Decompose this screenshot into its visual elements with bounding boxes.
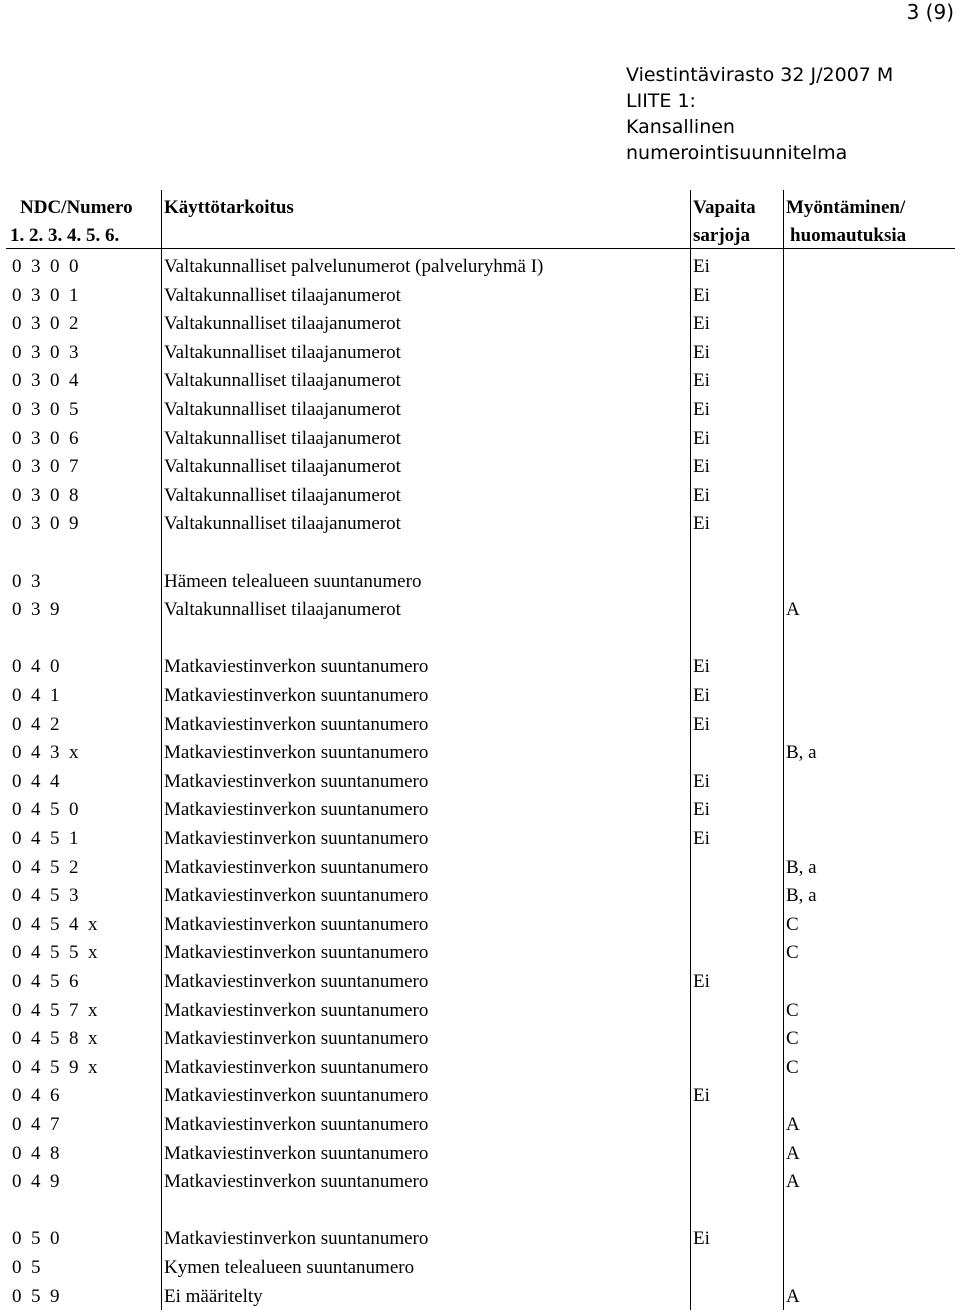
usage-cell: Valtakunnalliset palvelunumerot (palveluryhmä I) (164, 256, 544, 277)
table-row (0, 1111, 960, 1139)
usage-cell: Matkaviestinverkon suuntanumero (164, 770, 429, 792)
header-title-1: Kansallinen (626, 116, 735, 138)
ndc-cell: 0 4 5 4 x (12, 913, 98, 935)
usage-cell: Matkaviestinverkon suuntanumero (164, 1114, 429, 1135)
free-series-cell: Ei (693, 799, 710, 821)
ndc-cell: 0 4 8 (12, 1142, 60, 1164)
free-series-cell: Ei (693, 513, 710, 535)
usage-cell: Kymen telealueen suuntanumero (164, 1257, 415, 1278)
ndc-cell: 0 4 4 (12, 770, 60, 792)
table-row (0, 1197, 960, 1225)
ndc-cell: 0 3 0 8 (12, 484, 79, 506)
table-row (0, 768, 960, 796)
usage-cell: Matkaviestinverkon suuntanumero (164, 856, 429, 878)
usage-cell: Matkaviestinverkon suuntanumero (164, 685, 429, 706)
table-row (0, 425, 960, 453)
ndc-cell: 0 4 1 (12, 685, 60, 706)
table-row (0, 396, 960, 424)
usage-cell: Valtakunnalliset tilaajanumerot (164, 370, 401, 392)
document-header (626, 62, 893, 166)
grant-cell: A (786, 1285, 800, 1307)
usage-cell: Matkaviestinverkon suuntanumero (164, 913, 429, 935)
table-row (0, 282, 960, 310)
table-row (0, 510, 960, 538)
ndc-cell: 0 4 5 7 x (12, 999, 98, 1021)
grant-cell: A (786, 599, 800, 621)
usage-cell: Matkaviestinverkon suuntanumero (164, 799, 429, 821)
free-series-cell: Ei (693, 256, 710, 277)
ndc-cell: 0 3 0 9 (12, 513, 79, 535)
header-rule (6, 248, 955, 249)
usage-cell: Valtakunnalliset tilaajanumerot (164, 513, 401, 535)
usage-cell: Matkaviestinverkon suuntanumero (164, 885, 429, 907)
usage-cell: Matkaviestinverkon suuntanumero (164, 1171, 429, 1193)
ndc-cell: 0 4 5 0 (12, 799, 79, 821)
usage-cell: Valtakunnalliset tilaajanumerot (164, 456, 401, 478)
table-row (0, 854, 960, 882)
table-row (0, 796, 960, 824)
usage-cell: Valtakunnalliset tilaajanumerot (164, 284, 401, 306)
usage-cell: Valtakunnalliset tilaajanumerot (164, 313, 401, 335)
free-series-cell: Ei (693, 399, 710, 420)
free-series-cell: Ei (693, 1228, 710, 1250)
table-row (0, 339, 960, 367)
table-row (0, 625, 960, 653)
ndc-cell: 0 3 9 (12, 599, 60, 621)
ndc-cell: 0 5 (12, 1257, 41, 1278)
usage-cell: Matkaviestinverkon suuntanumero (164, 828, 429, 849)
ndc-cell: 0 4 7 (12, 1114, 60, 1135)
ndc-cell: 0 3 0 4 (12, 370, 79, 392)
ndc-cell: 0 4 0 (12, 656, 60, 678)
ndc-cell: 0 4 5 9 x (12, 1056, 98, 1078)
col-free-header: Vapaita (693, 197, 756, 218)
table-row (0, 1225, 960, 1253)
table-row (0, 1254, 960, 1282)
col-grant-subheader: huomautuksia (790, 225, 907, 246)
table-row (0, 539, 960, 567)
table-row (0, 939, 960, 967)
grant-cell: B, a (786, 885, 817, 907)
free-series-cell: Ei (693, 1085, 710, 1107)
table-row (0, 653, 960, 681)
grant-cell: B, a (786, 742, 817, 764)
col-ndc-subheader: 1. 2. 3. 4. 5. 6. (10, 225, 120, 246)
col-ndc-header: NDC/Numero (20, 197, 133, 218)
usage-cell: Matkaviestinverkon suuntanumero (164, 999, 429, 1021)
usage-cell: Hämeen telealueen suuntanumero (164, 570, 422, 592)
ndc-cell: 0 3 (12, 570, 41, 592)
col-grant-header: Myöntäminen/ (786, 197, 906, 218)
ndc-cell: 0 4 9 (12, 1171, 60, 1193)
usage-cell: Valtakunnalliset tilaajanumerot (164, 427, 401, 449)
table-row (0, 1082, 960, 1110)
table-row (0, 968, 960, 996)
ndc-cell: 0 5 9 (12, 1285, 60, 1307)
usage-cell: Matkaviestinverkon suuntanumero (164, 713, 429, 735)
usage-cell: Valtakunnalliset tilaajanumerot (164, 399, 401, 420)
free-series-cell: Ei (693, 284, 710, 306)
free-series-cell: Ei (693, 971, 710, 992)
usage-cell: Matkaviestinverkon suuntanumero (164, 1142, 429, 1164)
table-row (0, 825, 960, 853)
ndc-cell: 0 3 0 3 (12, 341, 79, 363)
ndc-cell: 0 4 2 (12, 713, 60, 735)
free-series-cell: Ei (693, 427, 710, 449)
usage-cell: Matkaviestinverkon suuntanumero (164, 1028, 429, 1050)
table-row (0, 1025, 960, 1053)
page-number: 3 (9) (906, 0, 954, 24)
free-series-cell: Ei (693, 685, 710, 706)
table-row (0, 482, 960, 510)
grant-cell: A (786, 1142, 800, 1164)
ndc-cell: 0 4 5 5 x (12, 942, 98, 964)
usage-cell: Matkaviestinverkon suuntanumero (164, 656, 429, 678)
free-series-cell: Ei (693, 828, 710, 849)
ndc-cell: 0 5 0 (12, 1228, 60, 1250)
header-title-2: numerointisuunnitelma (626, 142, 848, 164)
table-row (0, 253, 960, 281)
usage-cell: Matkaviestinverkon suuntanumero (164, 742, 429, 764)
grant-cell: A (786, 1114, 800, 1135)
table-row (0, 596, 960, 624)
ndc-cell: 0 3 0 6 (12, 427, 79, 449)
ndc-cell: 0 3 0 2 (12, 313, 79, 335)
free-series-cell: Ei (693, 456, 710, 478)
usage-cell: Matkaviestinverkon suuntanumero (164, 1056, 429, 1078)
table-row (0, 682, 960, 710)
free-series-cell: Ei (693, 713, 710, 735)
table-row (0, 1054, 960, 1082)
grant-cell: C (786, 999, 799, 1021)
grant-cell: C (786, 942, 799, 964)
grant-cell: A (786, 1171, 800, 1193)
ndc-cell: 0 4 5 8 x (12, 1028, 98, 1050)
usage-cell: Matkaviestinverkon suuntanumero (164, 942, 429, 964)
col-free-subheader: sarjoja (693, 225, 750, 246)
table-row (0, 1283, 960, 1311)
ndc-cell: 0 3 0 5 (12, 399, 79, 420)
grant-cell: C (786, 1056, 799, 1078)
table-row (0, 453, 960, 481)
ndc-cell: 0 4 5 6 (12, 971, 79, 992)
free-series-cell: Ei (693, 656, 710, 678)
table-row (0, 911, 960, 939)
ndc-cell: 0 4 5 3 (12, 885, 79, 907)
usage-cell: Matkaviestinverkon suuntanumero (164, 971, 429, 992)
table-row (0, 711, 960, 739)
header-agency: Viestintävirasto 32 J/2007 M (626, 64, 894, 86)
ndc-cell: 0 4 5 1 (12, 828, 79, 849)
table-row (0, 882, 960, 910)
header-appendix: LIITE 1: (626, 90, 696, 112)
table-row (0, 367, 960, 395)
ndc-cell: 0 3 0 0 (12, 256, 79, 277)
grant-cell: C (786, 1028, 799, 1050)
free-series-cell: Ei (693, 341, 710, 363)
ndc-cell: 0 3 0 7 (12, 456, 79, 478)
col-usage-header: Käyttötarkoitus (164, 197, 294, 218)
table-row (0, 1168, 960, 1196)
grant-cell: B, a (786, 856, 817, 878)
free-series-cell: Ei (693, 484, 710, 506)
free-series-cell: Ei (693, 770, 710, 792)
free-series-cell: Ei (693, 313, 710, 335)
usage-cell: Matkaviestinverkon suuntanumero (164, 1085, 429, 1107)
table-row (0, 568, 960, 596)
ndc-cell: 0 4 6 (12, 1085, 60, 1107)
free-series-cell: Ei (693, 370, 710, 392)
table-row (0, 739, 960, 767)
usage-cell: Valtakunnalliset tilaajanumerot (164, 484, 401, 506)
usage-cell: Valtakunnalliset tilaajanumerot (164, 599, 401, 621)
table-row (0, 997, 960, 1025)
ndc-cell: 0 4 5 2 (12, 856, 79, 878)
usage-cell: Ei määritelty (164, 1285, 263, 1307)
table-row (0, 310, 960, 338)
ndc-cell: 0 3 0 1 (12, 284, 79, 306)
usage-cell: Valtakunnalliset tilaajanumerot (164, 341, 401, 363)
usage-cell: Matkaviestinverkon suuntanumero (164, 1228, 429, 1250)
table-row (0, 1140, 960, 1168)
grant-cell: C (786, 913, 799, 935)
ndc-cell: 0 4 3 x (12, 742, 79, 764)
